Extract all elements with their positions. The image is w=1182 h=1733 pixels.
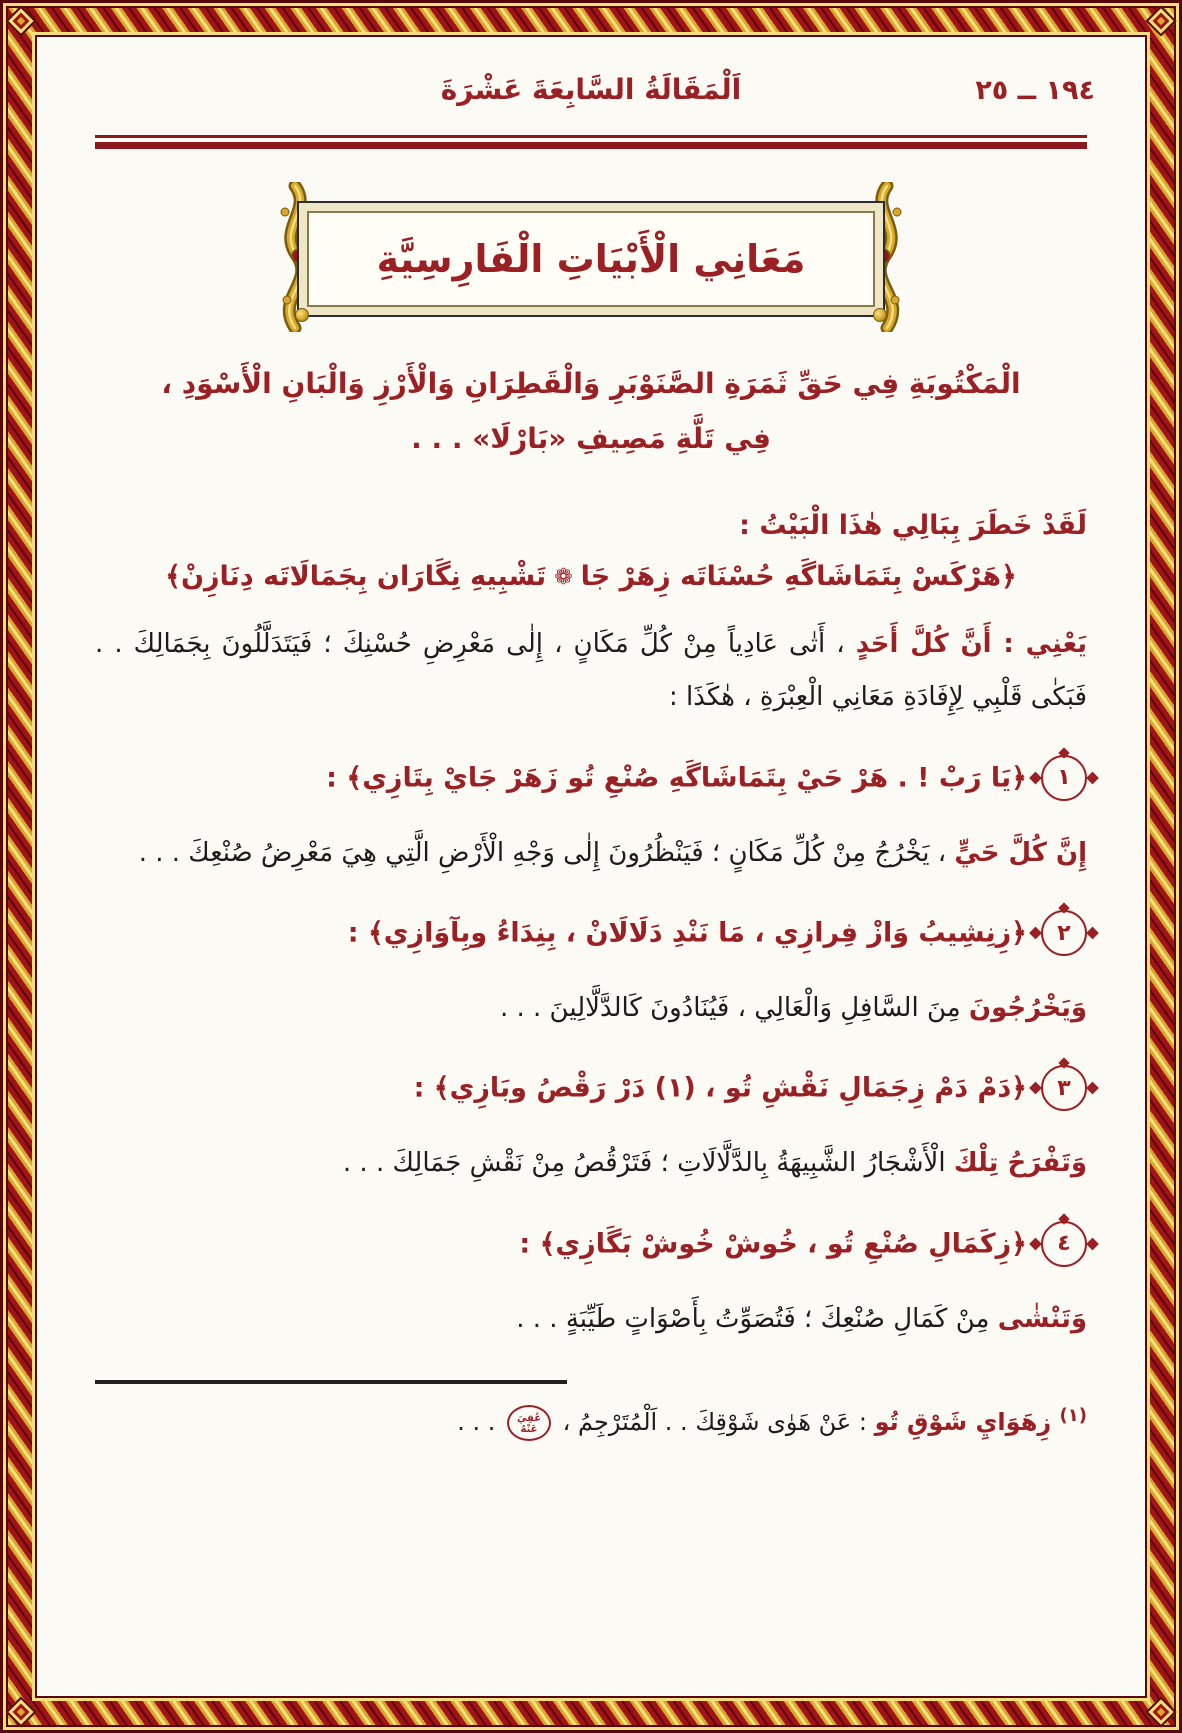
verse-second-half: تَشْبِيهِ نِگَارَان بِجَمَالَاتَه دِنَازِنْ <box>180 561 547 593</box>
corner-ornament-icon <box>5 5 36 36</box>
corner-ornament-icon <box>5 1696 36 1727</box>
title-cartouche <box>297 201 886 317</box>
section-title: مَعَانِي الْأَبْيَاتِ الْفَارِسِيَّةِ <box>376 237 806 281</box>
item-1-number: ١ <box>1057 765 1071 791</box>
verse-close-bracket: ﴾ <box>165 561 181 593</box>
ornate-medallion-icon <box>1041 1065 1087 1111</box>
item-4-lead: وَتَنْشٰى <box>997 1303 1087 1334</box>
verse-open-bracket: ﴿ <box>1001 561 1017 593</box>
item-3-verse: ﴿دَمْ دَمْ زِجَمَالِ نَقْشِ تُو ، (١) دَرْ رَقْصُ وبَازِي﴾ : <box>413 1072 1027 1104</box>
footnote-text: : عَنْ هَوٰى شَوْقِكَ . . اَلْمُتَرْجِمُ ، <box>555 1407 875 1436</box>
item-4-verse: ﴿زِكَمَالِ صُنْعِ تُو ، خُوشْ خُوشْ بَگَازِي﴾ : <box>519 1228 1027 1260</box>
item-2-explanation <box>95 982 1087 1035</box>
chapter-title: اَلْمَقَالَةُ السَّابِعَةَ عَشْرَةَ <box>440 73 742 106</box>
item-2-number: ٢ <box>1057 920 1071 946</box>
item-3-lead: وَتَفْرَحُ تِلْكَ <box>953 1148 1087 1179</box>
page-header <box>95 73 1095 123</box>
header-rule <box>95 135 1087 149</box>
explanation-rest: ، أَتٰى عَادِياً مِنْ كُلِّ مَكَانٍ ، إِلٰى مَعْرِضِ حُسْنِكَ ؛ فَيَتَدَلَّلُونَ بِجَمَالِكَ . . فَبَكٰى قَلْبِي لِإِفَادَةِ مَعَانِي الْعِبْرَةِ ، هٰكَذَا : <box>95 629 1087 713</box>
page <box>35 35 1147 1698</box>
ornate-medallion-icon <box>1041 755 1087 801</box>
header-rule-thick-line <box>95 142 1087 149</box>
cartouche-frame <box>297 201 886 317</box>
intro-line: لَقَدْ خَطَرَ بِبَالِي هٰذَا الْبَيْتُ : <box>739 510 1087 542</box>
item-1-rest: ، يَخْرُجُ مِنْ كُلِّ مَكَانٍ ؛ فَيَنْظُرُونَ إِلٰى وَجْهِ الْأَرْضِ الَّتِي هِيَ مَعْرِضُ صُنْعِكَ . . . <box>138 837 955 868</box>
subtitle-line-1: الْمَكْتُوبَةِ فِي حَقِّ ثَمَرَةِ الصَّنَوْبَرِ وَالْقَطِرَانِ وَالْأَرْزِ وَالْبَانِ الْأَسْوَدِ ، <box>161 367 1021 400</box>
explanation-paragraph <box>95 618 1087 725</box>
item-3-rest: الْأَشْجَارُ الشَّبِيهَةُ بِالدَّلَّالَاتِ ؛ فَتَرْقُصُ مِنْ نَقْشِ جَمَالِكَ . . . <box>342 1148 954 1179</box>
ornate-medallion-icon <box>1041 1221 1087 1267</box>
title-cartouche-row <box>95 201 1087 317</box>
item-4-explanation <box>95 1293 1087 1346</box>
ornate-medallion-icon <box>1041 910 1087 956</box>
item-1-lead: إِنَّ كُلَّ حَيٍّ <box>954 837 1087 868</box>
item-4-rest: مِنْ كَمَالِ صُنْعِكَ ؛ فَتُصَوِّتُ بِأَصْوَاتٍ طَيِّبَةٍ . . . <box>516 1303 998 1334</box>
page-number: ١٩٤ ــ ٢٥ <box>975 75 1095 106</box>
footnote-tail: . . . <box>457 1407 504 1436</box>
item-2-verse: ﴿زِنِشِيبُ وَازْ فِرازِي ، مَا نَنْدِ دَلَالَانْ ، بِنِدَاءُ وبِآوَازِي﴾ : <box>347 917 1027 949</box>
item-2-lead: وَيَخْرُجُونَ <box>968 993 1087 1024</box>
corner-ornament-icon <box>1145 5 1176 36</box>
persian-verse <box>95 561 1087 592</box>
footnote <box>95 1400 1087 1444</box>
item-1-explanation <box>95 827 1087 880</box>
flower-ornament-icon: ❁ <box>554 565 573 591</box>
calligraphic-seal-icon: عُفِيَ عَنْهُ <box>507 1405 551 1441</box>
item-4-number: ٤ <box>1057 1231 1071 1257</box>
footnote-marker: (١) <box>1059 1404 1087 1426</box>
item-1-verse: ﴿يَا رَبْ ! . هَرْ حَيْ بِتَمَاشَاگَهِ صُنْعِ تُو زَهَرْ جَايْ بِتَازِي﴾ : <box>326 762 1027 794</box>
verse-first-half: هَرْكَسْ بِتَمَاشَاگَهِ حُسْنَاتَه زِهَرْ جَا <box>580 561 1002 593</box>
footnote-lead: زِهَوَايِ شَوْقِ تُو <box>874 1407 1060 1436</box>
item-2-rest: مِنَ السَّافِلِ وَالْعَالِي ، فَيُنَادُونَ كَالدَّلَّالِينَ . . . <box>499 993 969 1024</box>
item-4-row <box>95 1221 1087 1267</box>
subtitle-line-2: فِي تَلَّةِ مَصِيفِ «بَارْلَا» . . . <box>411 421 771 455</box>
item-2-row <box>95 910 1087 956</box>
item-3-row <box>95 1065 1087 1111</box>
explanation-lead: يَعْنِي : أَنَّ كُلَّ أَحَدٍ <box>855 629 1088 660</box>
corner-ornament-icon <box>1145 1696 1176 1727</box>
item-1-row <box>95 755 1087 801</box>
item-3-explanation <box>95 1137 1087 1190</box>
footnote-separator <box>95 1380 567 1384</box>
item-3-number: ٣ <box>1057 1075 1071 1101</box>
